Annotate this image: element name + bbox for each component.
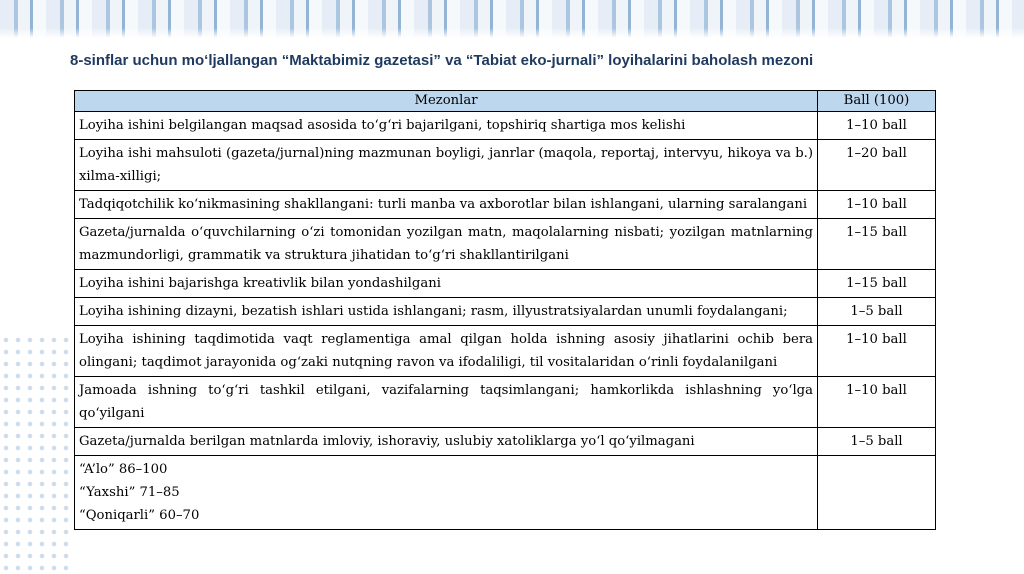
table-row [75,270,936,298]
table-row [75,140,936,191]
score-cell: 1–5 ball [818,428,936,456]
criteria-table [74,90,936,530]
decorative-dots [0,334,70,574]
criterion-cell: Jamoada ishning to‘g‘ri tashkil etilgani, vazifalarning taqsimlangani; hamkorlikda ishlashning yo‘lga qo‘yilgani [75,377,818,428]
score-cell: 1–15 ball [818,270,936,298]
score-cell: 1–15 ball [818,219,936,270]
grade-good: “Yaxshi” 71–85 [79,485,180,500]
criterion-cell: Loyiha ishini belgilangan maqsad asosida to‘g‘ri bajarilgani, topshiriq shartiga mos kelishi [75,112,818,140]
page-title: 8-sinflar uchun mo‘ljallangan “Maktabimiz gazetasi” va “Tabiat eko-jurnali” loyihalarini baholash mezoni [70,52,814,69]
criterion-cell: Loyiha ishi mahsuloti (gazeta/jurnal)ning mazmunan boyligi, janrlar (maqola, reportaj, intervyu, hikoya va b.) xilma-xilligi; [75,140,818,191]
grades-score-cell [818,456,936,530]
table-row [75,298,936,326]
score-cell: 1–10 ball [818,191,936,219]
score-cell: 1–10 ball [818,326,936,377]
score-cell: 1–10 ball [818,377,936,428]
table-header-row [75,91,936,112]
decorative-banner [0,0,1024,38]
grade-excellent: “A’lo” 86–100 [79,462,168,477]
header-criteria: Mezonlar [75,91,818,112]
criterion-cell: Gazeta/jurnalda berilgan matnlarda imloviy, ishoraviy, uslubiy xatoliklarga yo‘l qo‘yilmagani [75,428,818,456]
table-row [75,377,936,428]
score-cell: 1–10 ball [818,112,936,140]
grades-row [75,456,936,530]
criterion-cell: Tadqiqotchilik ko‘nikmasining shakllangani: turli manba va axborotlar bilan ishlangani, ularning saralangani [75,191,818,219]
table-row [75,112,936,140]
grade-satisfactory: “Qoniqarli” 60–70 [79,508,200,523]
score-cell: 1–20 ball [818,140,936,191]
table-row [75,428,936,456]
grades-cell [75,456,818,530]
table-row [75,191,936,219]
criterion-cell: Loyiha ishini bajarishga kreativlik bilan yondashilgani [75,270,818,298]
criterion-cell: Loyiha ishining dizayni, bezatish ishlari ustida ishlangani; rasm, illyustratsiyalardan unumli foydalangani; [75,298,818,326]
table-row [75,219,936,270]
table-row [75,326,936,377]
criterion-cell: Gazeta/jurnalda o‘quvchilarning o‘zi tomonidan yozilgan matn, maqolalarning nisbati; yozilgan matnlarning mazmundorligi, grammatik va struktura jihatidan to‘g‘ri shakllantirilgani [75,219,818,270]
criterion-cell: Loyiha ishining taqdimotida vaqt reglamentiga amal qilgan holda ishning asosiy jihatlarini ochib bera olingani; taqdimot jarayonida og‘zaki nutqning ravon va ifodaliligi, til vositalaridan o‘rinli foydalanilgani [75,326,818,377]
score-cell: 1–5 ball [818,298,936,326]
header-score: Ball (100) [818,91,936,112]
